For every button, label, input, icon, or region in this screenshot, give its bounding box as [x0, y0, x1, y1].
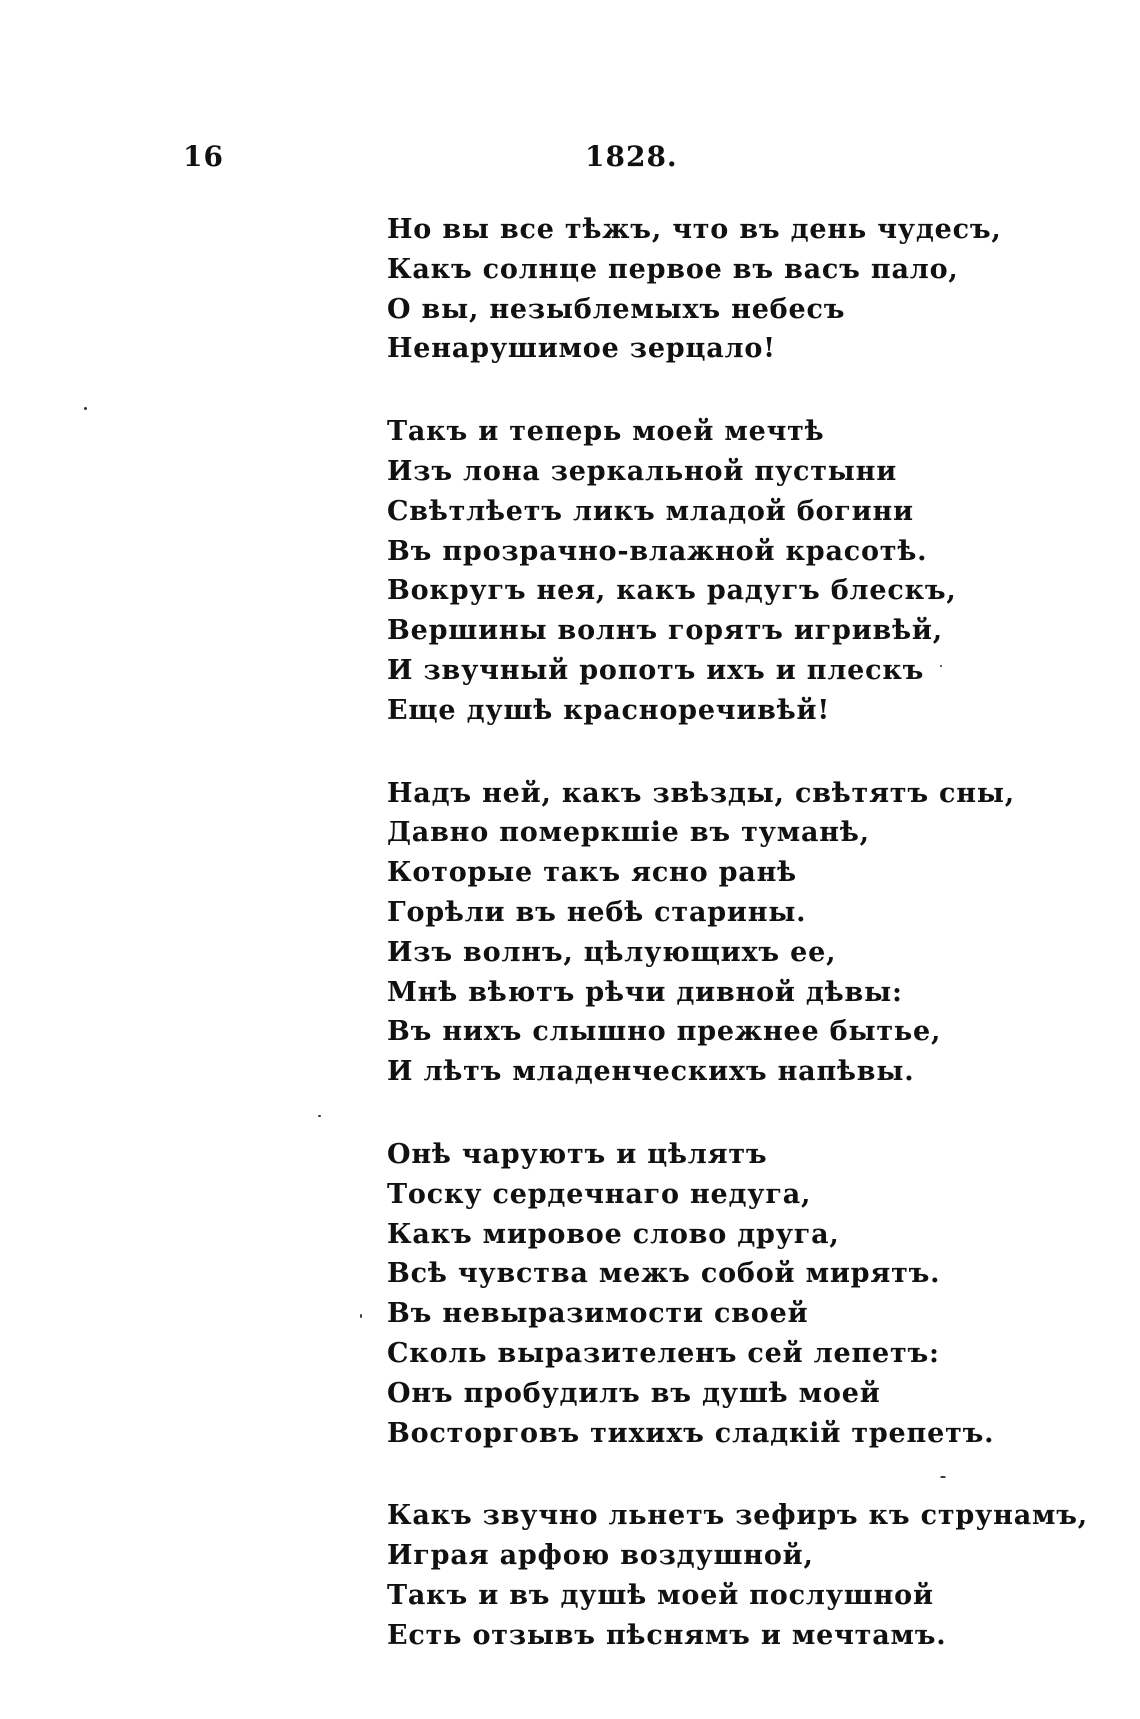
- poem-line: Свѣтлѣетъ ликъ младой богини: [387, 495, 914, 527]
- poem-line: И лѣтъ младенческихъ напѣвы.: [387, 1056, 915, 1088]
- poem-line: Изъ лона зеркальной пустыни: [387, 455, 898, 487]
- poem-body: [387, 210, 1087, 1699]
- poem-line: Онѣ чаруютъ и цѣлятъ: [387, 1138, 768, 1170]
- poem-line: Горѣли въ небѣ старины.: [387, 896, 807, 928]
- poem-line: О вы, незыблемыхъ небесъ: [387, 293, 846, 325]
- scan-speck: [940, 1476, 946, 1478]
- page-year-heading: 1828.: [585, 140, 678, 173]
- poem-line: Такъ и въ душѣ моей послушной: [387, 1579, 934, 1611]
- stanza: [387, 412, 1087, 730]
- poem-line: Онъ пробудилъ въ душѣ моей: [387, 1377, 881, 1409]
- poem-line: Вершины волнъ горятъ игривѣй,: [387, 615, 943, 647]
- poem-line: Въ нихъ слышно прежнее бытье,: [387, 1016, 942, 1048]
- stanza: [387, 1496, 1087, 1655]
- poem-line: Тоску сердечнаго недуга,: [387, 1178, 812, 1210]
- poem-line: Такъ и теперь моей мечтѣ: [387, 416, 825, 448]
- scan-speck: [360, 1314, 362, 1318]
- poem-line: Еще душѣ красноречивѣй!: [387, 694, 831, 726]
- stanza: [387, 1135, 1087, 1453]
- poem-line: Играя арфою воздушной,: [387, 1540, 814, 1572]
- poem-line: Надъ ней, какъ звѣзды, свѣтятъ сны,: [387, 777, 1015, 809]
- poem-line: Давно померкшіе въ туманѣ,: [387, 817, 870, 849]
- scan-speck: [940, 665, 942, 667]
- poem-line: Есть отзывъ пѣснямъ и мечтамъ.: [387, 1619, 947, 1651]
- poem-line: Восторговъ тихихъ сладкій трепетъ.: [387, 1417, 995, 1449]
- poem-line: Сколь выразителенъ сей лепетъ:: [387, 1337, 940, 1369]
- poem-line: И звучный ропотъ ихъ и плескъ: [387, 654, 925, 686]
- poem-line: Въ прозрачно-влажной красотѣ.: [387, 535, 928, 567]
- poem-line: Ненарушимое зерцало!: [387, 333, 776, 365]
- poem-line: Какъ солнце первое въ васъ пало,: [387, 253, 959, 285]
- poem-line: Всѣ чувства межъ собой мирятъ.: [387, 1258, 941, 1290]
- poem-line: Вокругъ нея, какъ радугъ блескъ,: [387, 575, 957, 607]
- stanza: [387, 210, 1087, 369]
- poem-line: Въ невыразимости своей: [387, 1298, 809, 1330]
- poem-line: Которые такъ ясно ранѣ: [387, 857, 797, 889]
- poem-line: Изъ волнъ, цѣлующихъ ее,: [387, 936, 837, 968]
- scan-speck: [318, 1115, 321, 1117]
- poem-line: Какъ звучно льнетъ зефиръ къ струнамъ,: [387, 1500, 1088, 1532]
- poem-line: Но вы все тѣжъ, что въ день чудесъ,: [387, 214, 1002, 245]
- scan-speck: [84, 407, 87, 410]
- poem-line: Какъ мировое слово друга,: [387, 1218, 840, 1250]
- stanza: [387, 774, 1087, 1092]
- poem-line: Мнѣ вѣютъ рѣчи дивной дѣвы:: [387, 976, 903, 1008]
- page-number: 16: [183, 140, 224, 173]
